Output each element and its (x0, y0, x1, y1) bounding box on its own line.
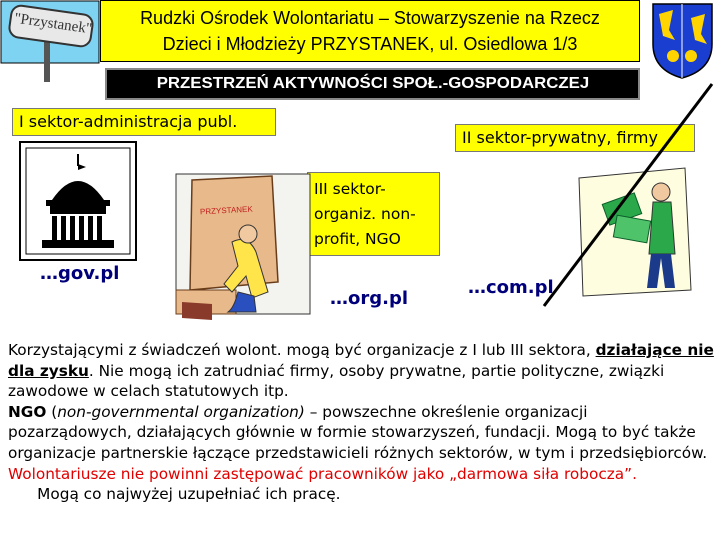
section-title-text: PRZESTRZEŃ AKTYWNOŚCI SPOŁ.-GOSPODARCZEJ (156, 75, 589, 92)
government-building-icon (18, 140, 138, 262)
body-ngo-full: non-governmental organization) (57, 402, 305, 421)
coat-of-arms (645, 0, 720, 80)
domain-gov: …gov.pl (40, 263, 120, 284)
body-p2-end: Mogą co najwyżej uzupełniać ich pracę. (8, 485, 341, 504)
sector-1-label: I sektor-administracja publ. (12, 108, 276, 136)
przystanek-logo (0, 0, 100, 82)
body-p2-start: – powszechne określenie organizacji pozarządowych, działających głównie w formie stowarzyszeń, fundacji. Mogą to być także organizacje partnerskie łączące przedstawicieli różnych sektorów, w tym i przedsiębiorców. (8, 402, 708, 462)
body-ngo-paren: ( (46, 402, 58, 421)
domain-com: …com.pl (468, 277, 554, 298)
box-label: PRZYSTANEK (199, 204, 253, 217)
header-line-1: Rudzki Ośrodek Wolontariatu – Stowarzyszenie na Rzecz (140, 8, 600, 28)
body-p1-start: Korzystającymi z świadczeń wolont. mogą być organizacje z I lub III sektora, (8, 341, 596, 359)
header-line-2: Dzieci i Młodzieży PRZYSTANEK, ul. Osiedlowa 1/3 (162, 34, 578, 54)
divider-line (540, 80, 720, 310)
body-warning: Wolontariusze nie powinni zastępować pracowników jako „darmowa siła robocza”. (8, 464, 637, 483)
header-box (100, 0, 640, 62)
sector-3-label: III sektor- organiz. non- profit, NGO (307, 172, 440, 256)
body-p1-end: . Nie mogą ich zatrudniać firmy, osoby prywatne, partie polityczne, związki zawodowe w celach statutowych itp. (8, 361, 665, 401)
volunteer-boxes-illustration (172, 172, 312, 324)
body-ngo-term: NGO (8, 402, 47, 421)
body-nonprofit-emphasis: działające nie dla zysku (8, 341, 714, 380)
sector-2-label: II sektor-prywatny, firmy (455, 124, 695, 152)
logo-sign-text: "Przystanek" (13, 10, 93, 38)
domain-org: …org.pl (330, 288, 409, 309)
body-text (8, 340, 716, 505)
